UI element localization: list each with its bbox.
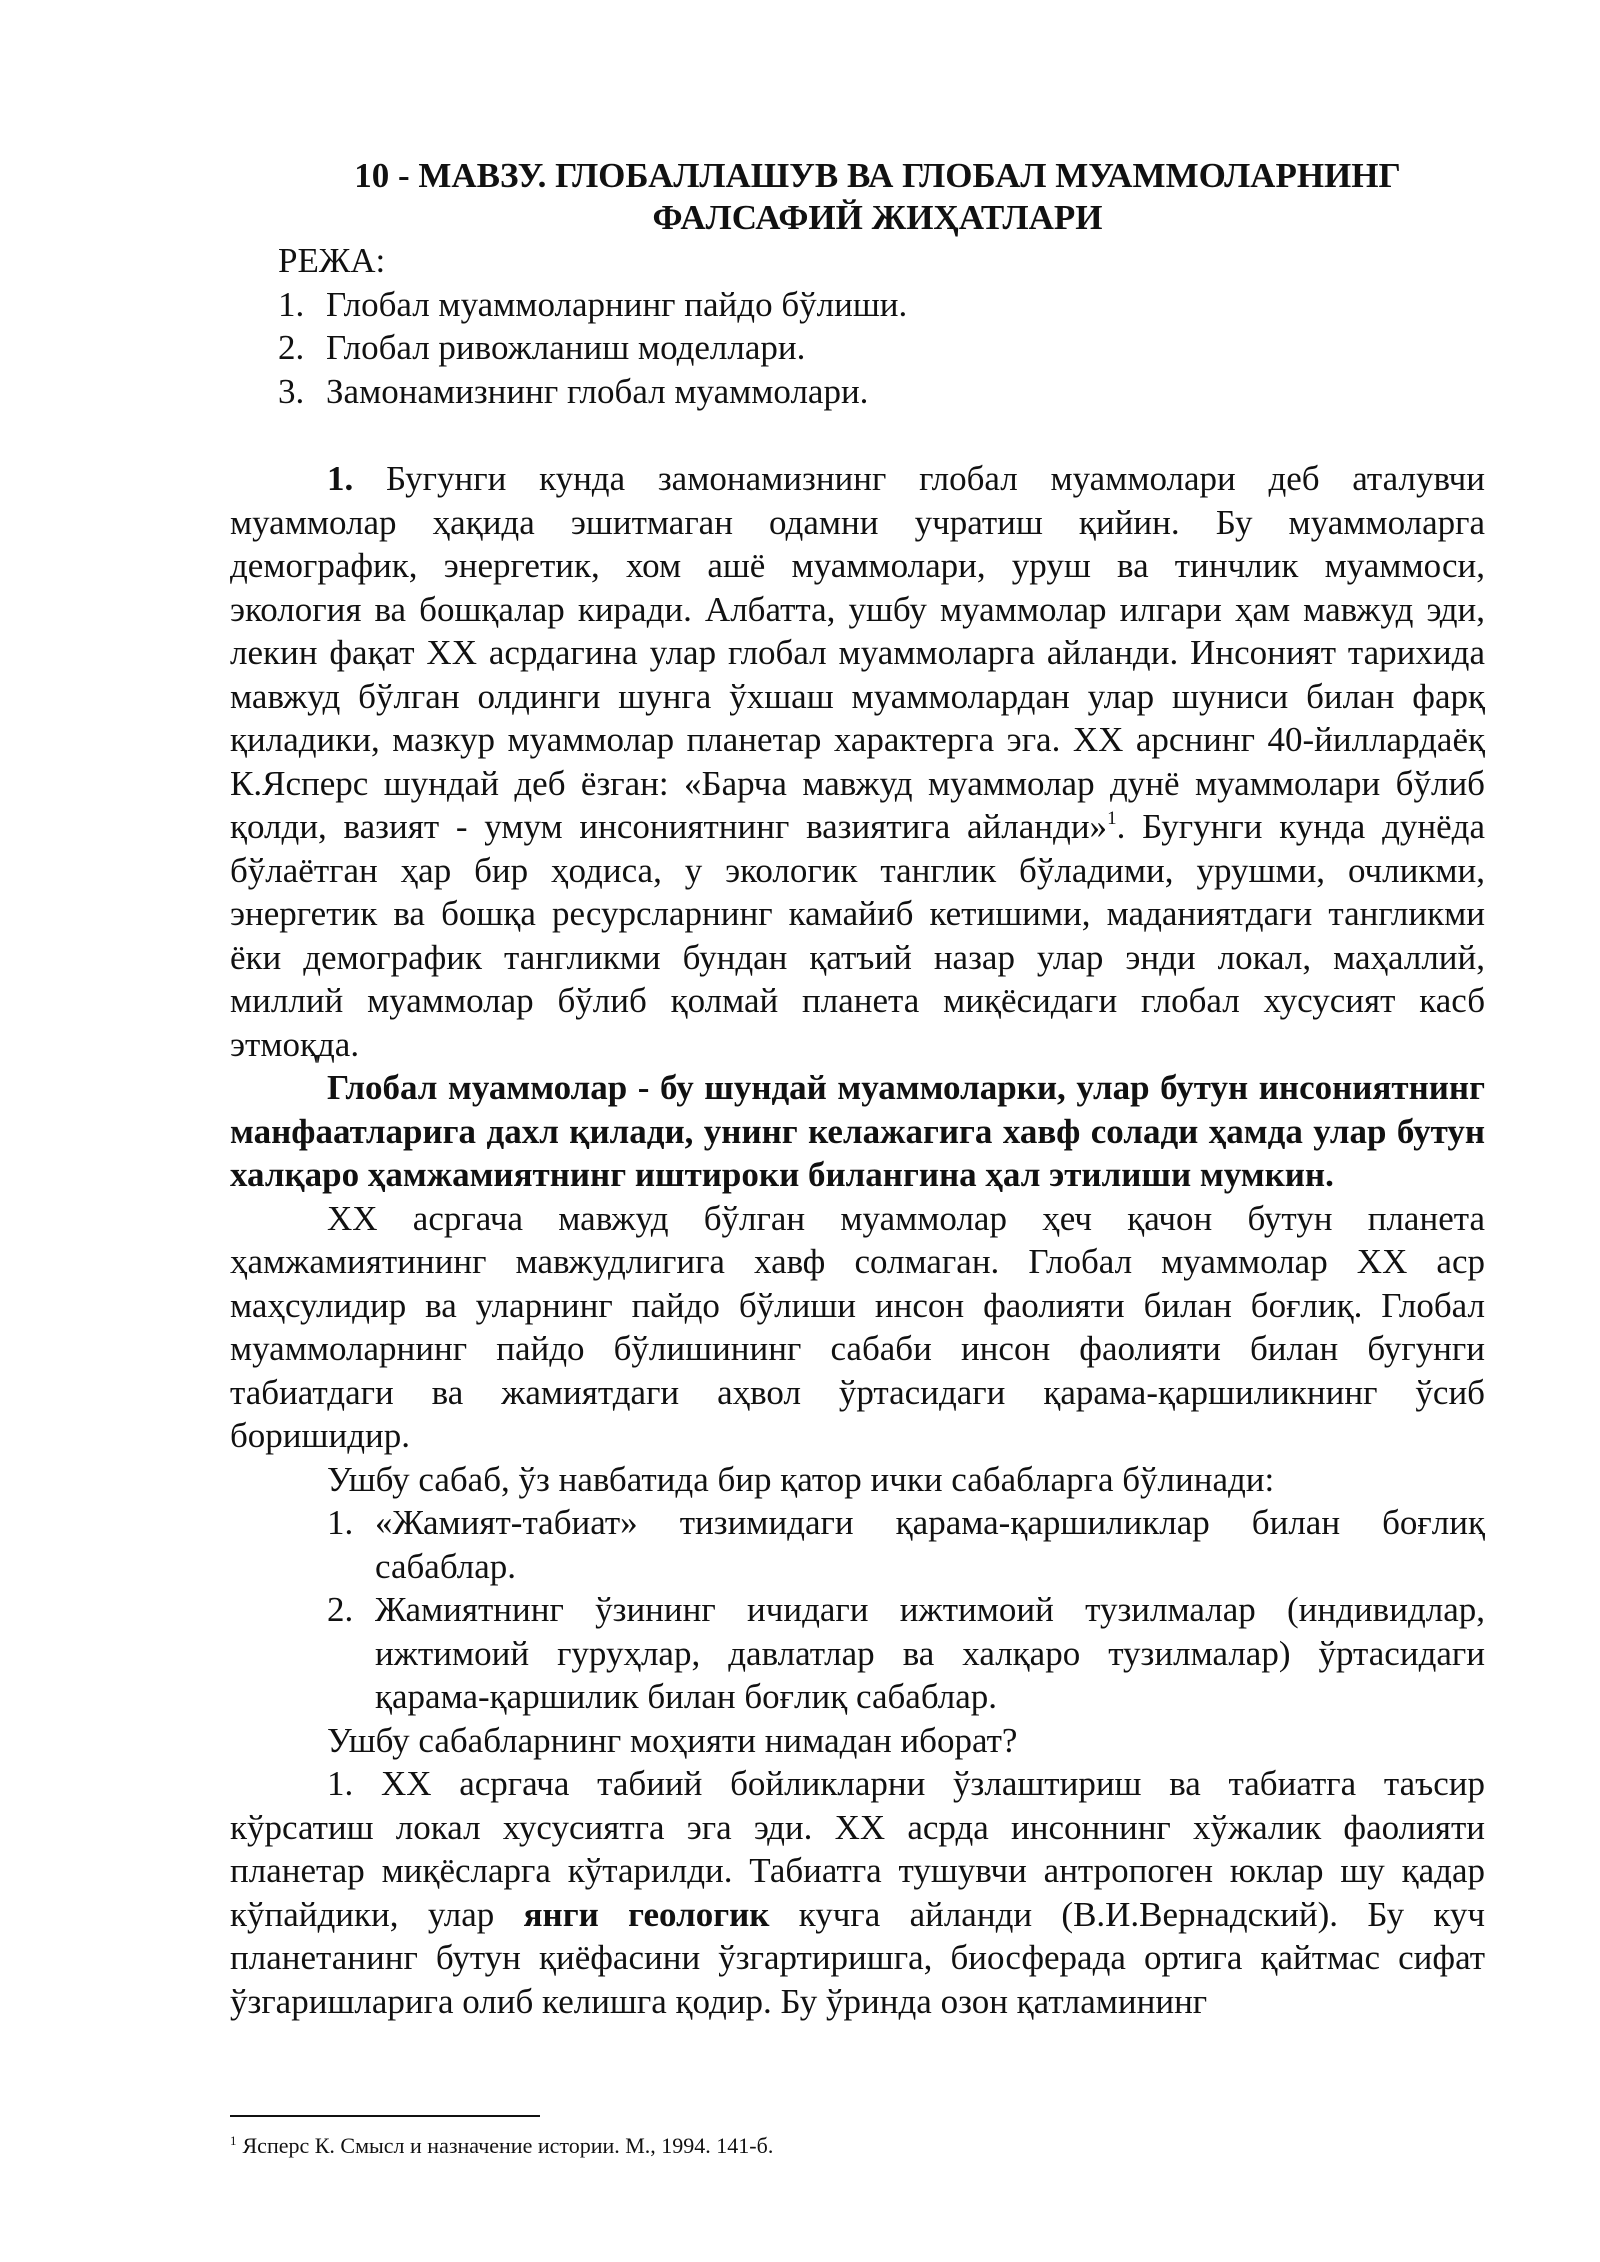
paragraph-point-1-tail: кучга айланди (В.И.Вернадский). Бу куч планетанинг бутун қиёфасини ўзгартиришга, биосферада ортига қайтмас сифат ўзгаришларига олиб келишга қодир. Бу ўринда озон қатламининг (230, 1894, 1485, 2021)
plan-item-number: 2. (278, 328, 305, 367)
footnote-mark: 1 (230, 2133, 237, 2148)
title-line-2: ФАЛСАФИЙ ЖИҲАТЛАРИ (652, 198, 1103, 237)
paragraph-intro-tail: . Бугунги кунда дунёда бўлаётган ҳар бир ҳодиса, у экологик танглик бўладими, урушми, очликми, энергетик ва бошқа ресурсларнинг камайиб кетишими, маданиятдаги тангликми ёки демографик тангликми бундан қатъий назар улар энди локал, маҳаллий, миллий муаммолар бўлиб қолмай планета миқёсидаги глобал хусусият касб этмоқда. (230, 807, 1485, 1064)
plan-item-text: Глобал ривожланиш моделлари. (326, 328, 806, 367)
definition-paragraph: Глобал муаммолар - бу шундай муаммоларки, улар бутун инсониятнинг манфаатларига дахл қилади, унинг келажагига хавф солади ҳамда улар бутун халқаро ҳамжамиятнинг иштироки билангина ҳал этилиши мумкин. (230, 1068, 1485, 1194)
document-content (230, 155, 1485, 2023)
plan-section (278, 239, 1485, 413)
plan-item-number: 1. (278, 284, 305, 324)
causes-list-text: Жамиятнинг ўзининг ичидаги ижтимоий тузилмалар (индивидлар, ижтимоий гуруҳлар, давлатлар ва халқаро тузилмалар) ўртасидаги қарама-қаршилик билан боғлиқ сабаблар. (375, 1590, 1485, 1716)
causes-list-item (230, 1588, 1485, 1719)
causes-list-number: 1. (327, 1503, 354, 1542)
footnote-reference: 1 (1107, 808, 1117, 829)
plan-item-text: Замонамизнинг глобал муаммолари. (326, 371, 869, 411)
paragraph-subcauses: Ушбу сабаб, ўз навбатида бир қатор ички сабабларга бўлинади: (327, 1459, 1275, 1499)
plan-item (278, 370, 1485, 414)
paragraph-intro-text: Бугунги кунда замонамизнинг глобал муаммолари деб аталувчи муаммолар ҳақида эшитмаган одамни учратиш қийин. Бу муаммоларга демографик, энергетик, хом ашё муаммолари, уруш ва тинчлик муаммоси, экология ва бошқалар киради. Албатта, ушбу муаммолар илгари ҳам мавжуд эди, лекин фақат XX асрдагина улар глобал муаммоларга айланди. Инсоният тарихида мавжуд бўлган олдинги шунга ўхшаш муаммолардан улар шуниси билан фарқ қиладики, мазкур муаммолар планетар характерга эга. XX арснинг 40-йиллардаёқ К.Ясперс шундай деб ёзган: «Барча мавжуд муаммолар дунё муаммолари бўлиб қолди, вазият - умум инсониятнинг вазиятига айланди» (230, 459, 1485, 846)
plan-item-text: Глобал муаммоларнинг пайдо бўлиши. (326, 284, 908, 324)
footnote-text: Ясперс К. Смысл и назначение истории. М., 1994. 141-б. (242, 2133, 774, 2158)
title-line-1: 10 - МАВЗУ. ГЛОБАЛЛАШУВ ВА ГЛОБАЛ МУАММОЛАРНИНГ (354, 156, 1401, 195)
paragraph-question: Ушбу сабабларнинг моҳияти нимадан иборат? (327, 1720, 1018, 1760)
plan-item (278, 326, 1485, 370)
page-title (230, 155, 1485, 239)
causes-list (230, 1501, 1485, 1719)
causes-list-number: 2. (327, 1590, 354, 1629)
plan-list (278, 283, 1485, 414)
paragraph-point-1 (230, 1762, 1485, 2023)
plan-heading: РЕЖА: (278, 241, 386, 280)
plan-item-number: 3. (278, 371, 305, 411)
causes-list-item (230, 1501, 1485, 1588)
section-number: 1. (327, 459, 354, 498)
causes-list-text: «Жамият-табиат» тизимидаги қарама-қаршиликлар билан боғлиқ сабаблар. (375, 1503, 1485, 1586)
paragraph-intro (230, 457, 1485, 1066)
emphasis-text: янги геологик (523, 1894, 770, 1934)
paragraph-causes: XX асргача мавжуд бўлган муаммолар ҳеч қачон бутун планета ҳамжамиятининг мавжудлигига хавф солмаган. Глобал муаммолар XX аср маҳсулидир ва уларнинг пайдо бўлиши инсон фаолияти билан боғлиқ. Глобал муаммоларнинг пайдо бўлишининг сабаби инсон фаолияти билан бугунги табиатдаги ва жамиятдаги аҳвол ўртасидаги қарама-қаршиликнинг ўсиб боришидир. (230, 1198, 1485, 1455)
paragraph-point-1-text: 1. XX асргача табиий бойликларни ўзлаштириш ва табиатга таъсир кўрсатиш локал хусусиятга эга эди. XX асрда инсоннинг хўжалик фаолияти планетар миқёсларга кўтарилди. Табиатга тушувчи антропоген юклар шу қадар кўпайдики, улар (230, 1764, 1485, 1934)
footnote-divider (230, 2115, 540, 2117)
plan-item (278, 283, 1485, 327)
footnote (230, 2132, 1485, 2160)
